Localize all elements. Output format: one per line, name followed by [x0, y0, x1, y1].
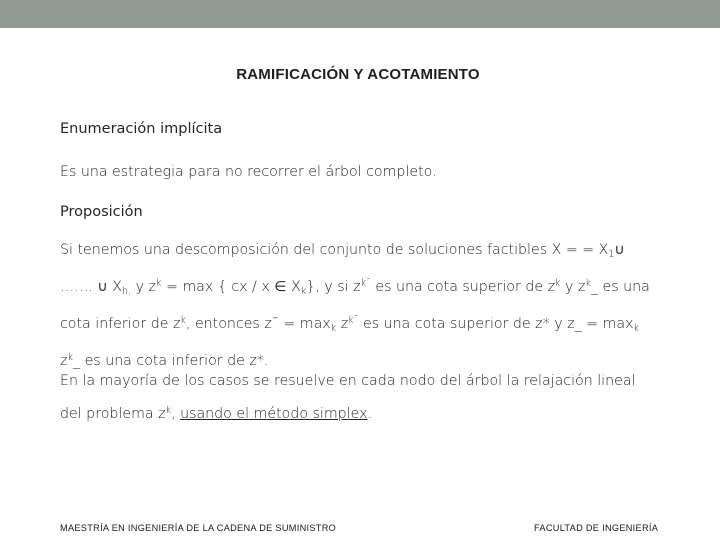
footer-left: MAESTRÍA EN INGENIERÍA DE LA CADENA DE SUMINISTRO — [60, 523, 337, 533]
proposition-line-3: cota inferior de $z^k$, entonces z¯ = $\max_k z^{k¯}$ es una cota superior de z* y z_ = $\max_k$ — [60, 315, 640, 334]
simplex-link[interactable]: usando el método simplex — [180, 406, 368, 422]
paragraph-strategy: Es una estrategia para no recorrer el árbol completo. — [60, 164, 437, 180]
heading-enumeracion: Enumeración implícita — [60, 121, 223, 137]
heading-proposicion: Proposición — [60, 204, 143, 220]
relajacion-line-1: En la mayoría de los casos se resuelve en cada nodo del árbol la relajación lineal — [60, 373, 636, 389]
paragraph-relajacion — [60, 367, 660, 429]
proposition-line-4: $z^k\_$ es una cota inferior de z*. — [60, 352, 269, 369]
proposition-line-2: ……. ∪ $X_{h,}$ y $z^k = \max$ { cx / x ∈ $X_k$}, y si $z^{k¯}$ es una cota superior de $z^k$ y $z^k\_$ es una — [60, 278, 650, 297]
footer-right: FACULTAD DE INGENIERÍA — [534, 523, 659, 533]
slide-title: RAMIFICACIÓN Y ACOTAMIENTO — [236, 66, 480, 83]
top-bar — [0, 0, 720, 28]
proposition-line-1: Si tenemos una descomposición del conjunto de soluciones factibles X = = $X_1\cup$ — [60, 242, 625, 260]
relajacion-line-2: del problema $z^k$, usando el método simplex. — [60, 405, 373, 422]
proposition-text — [60, 236, 660, 376]
